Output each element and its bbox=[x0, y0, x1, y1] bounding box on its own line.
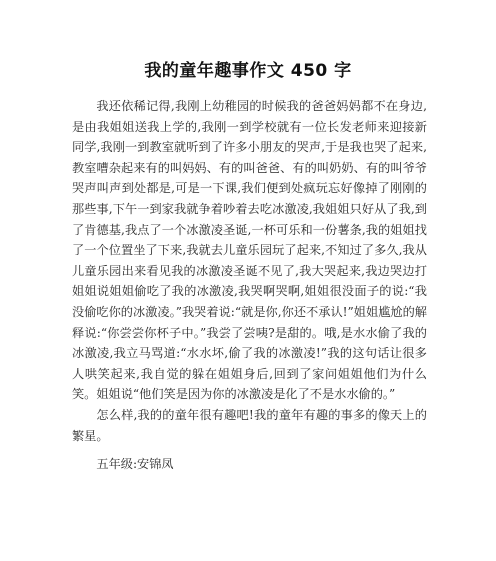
body-paragraph-2: 怎么样,我的的童年很有趣吧!我的童年有趣的事多的像天上的繁星。 bbox=[72, 407, 427, 443]
document-title: 我的童年趣事作文 450 字 bbox=[144, 61, 352, 81]
document-body bbox=[72, 96, 427, 475]
author-grade-line: 五年级:安锦凤 bbox=[96, 457, 174, 472]
body-paragraph-1: 我还依稀记得,我刚上幼稚园的时候我的爸爸妈妈都不在身边,是由我姐姐送我上学的,我刚一到学校就有一位长发老师来迎接新同学,我刚一到教室就听到了许多小朋友的哭声,于是我也哭了起来,教室嘈杂起来有的叫妈妈、有的叫爸爸、有的叫奶奶、有的叫爷爷哭声叫声到处都是,可是一下课,我们便到处疯玩忘好像掉了刚刚的那些事,下午一到家我就争着吵着去吃冰激凌,我姐姐只好从了我,到了肯德基,我点了一个冰激凌圣诞,一杯可乐和一份薯条,我的姐姐找了一个位置坐了下来,我就去儿童乐园玩了起来,不知过了多久,我从儿童乐园出来看见我的冰激凌圣诞不见了,我大哭起来,我边哭边打姐姐说姐姐偷吃了我的冰激凌,我哭啊哭啊,姐姐很没面子的说:“我没偷吃你的冰激凌。”我哭着说:“就是你,你还不承认!”姐姐尴尬的解释说:“你尝尝你杯子中。”我尝了尝咦?是甜的。哦,是水水偷了我的冰激凌,我立马骂道:“水水坏,偷了我的冰激凌!”我的这句话让很多人哄笑起来,我自觉的躲在姐姐身后,回到了家问姐姐他们为什么笑。姐姐说“他们笑是因为你的冰激凌是化了不是水水偷的。” bbox=[72, 99, 427, 402]
